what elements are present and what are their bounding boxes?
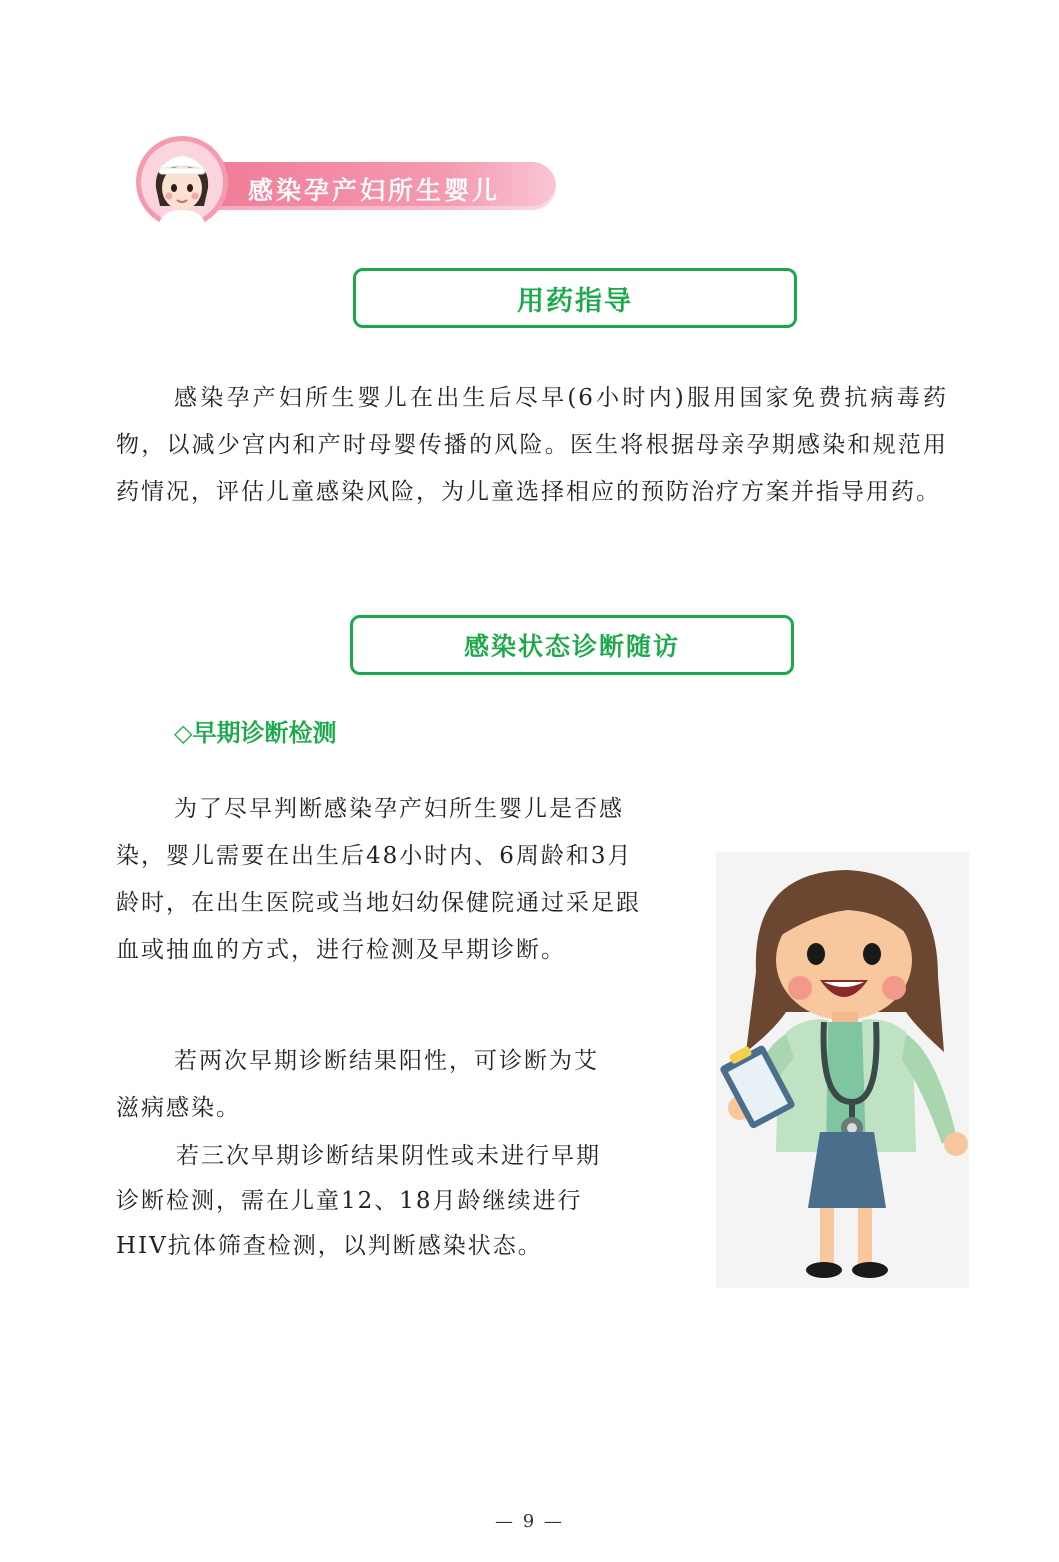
page-number: — 9 —	[495, 1511, 564, 1532]
banner-title: 感染孕产妇所生婴儿	[248, 176, 501, 205]
section-banner	[136, 136, 560, 228]
negative-result-paragraph: 若三次早期诊断结果阴性或未进行早期诊断检测，需在儿童12、18月龄继续进行HIV抗体筛查检测，以判断感染状态。	[116, 1143, 601, 1259]
nurse-avatar-icon	[136, 136, 228, 228]
doctor-illustration-icon	[716, 852, 969, 1288]
section-title-followup: 感染状态诊断随访	[350, 615, 794, 675]
early-diagnosis-paragraph: 为了尽早判断感染孕产妇所生婴儿是否感染，婴儿需要在出生后48小时内、6周龄和3月龄时，在出生医院或当地妇幼保健院通过采足跟血或抽血的方式，进行检测及早期诊断。	[116, 796, 641, 963]
medication-paragraph: 感染孕产妇所生婴儿在出生后尽早(6小时内)服用国家免费抗病毒药物，以减少宫内和产时母婴传播的风险。医生将根据母亲孕期感染和规范用药情况，评估儿童感染风险，为儿童选择相应的预防治疗方案并指导用药。	[116, 385, 948, 505]
section-title-medication: 用药指导	[353, 268, 797, 328]
positive-result-paragraph: 若两次早期诊断结果阳性，可诊断为艾滋病感染。	[116, 1048, 599, 1121]
subheading-early-diagnosis: ◇早期诊断检测	[174, 719, 337, 747]
